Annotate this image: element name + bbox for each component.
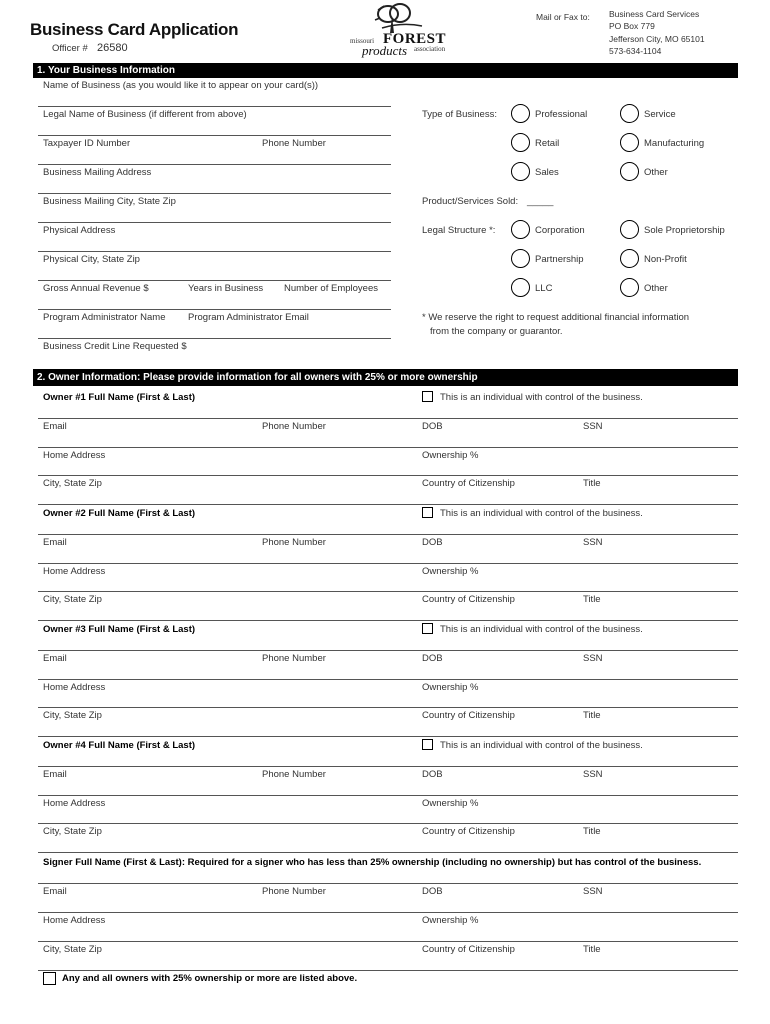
legal-structure-label: Legal Structure *: (422, 225, 496, 236)
owner-3-dob-label: DOB (422, 653, 443, 664)
radio-manufacturing-label: Manufacturing (644, 138, 705, 149)
signer-home-line[interactable] (38, 941, 738, 942)
owner-1-home-line[interactable] (38, 475, 738, 476)
officer-label: Officer # (52, 43, 88, 54)
owner-2-email-line[interactable] (38, 563, 738, 564)
owner-2-home-label: Home Address (43, 566, 106, 577)
signer-ssn-label: SSN (583, 886, 603, 897)
owner-1-ssn-label: SSN (583, 421, 603, 432)
all-owners-checkbox[interactable] (43, 972, 56, 985)
mailing-address-label: Business Mailing Address (43, 167, 152, 178)
taxpayer-id-label: Taxpayer ID Number (43, 138, 131, 149)
radio-llc-label: LLC (535, 283, 553, 294)
owner-3-citizenship-label: Country of Citizenship (422, 710, 515, 721)
owner-4-city-line[interactable] (38, 852, 738, 853)
owner-1-control-text: This is an individual with control of the business. (440, 392, 643, 403)
signer-phone-label: Phone Number (262, 886, 326, 897)
owner-2-home-line[interactable] (38, 591, 738, 592)
owner-2-dob-label: DOB (422, 537, 443, 548)
section2-heading: 2. Owner Information: Please provide information for all owners with 25% or more ownership (33, 369, 738, 386)
radio-non-profit[interactable] (620, 249, 639, 268)
section1-heading: 1. Your Business Information (33, 63, 738, 78)
owner-3-email-label: Email (43, 653, 67, 664)
owner-1-city-line[interactable] (38, 504, 738, 505)
physical-city-label: Physical City, State Zip (43, 254, 140, 265)
signer-citizenship-label: Country of Citizenship (422, 944, 515, 955)
owner-3-name-line[interactable] (38, 650, 738, 651)
mailing-city-label: Business Mailing City, State Zip (43, 196, 176, 207)
owner-2-ownership-label: Ownership % (422, 566, 479, 577)
owner-3-title-label: Title (583, 710, 601, 721)
owner-3-city-label: City, State Zip (43, 710, 102, 721)
radio-retail[interactable] (511, 133, 530, 152)
owner-4-phone-label: Phone Number (262, 769, 326, 780)
radio-sole-proprietorship[interactable] (620, 220, 639, 239)
owner-3-phone-label: Phone Number (262, 653, 326, 664)
owner-3-city-line[interactable] (38, 736, 738, 737)
taxpayer-line[interactable] (38, 164, 391, 165)
owner-2-phone-label: Phone Number (262, 537, 326, 548)
radio-other-type-label: Other (644, 167, 668, 178)
owner-3-control-text: This is an individual with control of the business. (440, 624, 643, 635)
credit-line-label: Business Credit Line Requested $ (43, 341, 187, 352)
owner-4-email-label: Email (43, 769, 67, 780)
physical-address-label: Physical Address (43, 225, 116, 236)
owner-3-email-line[interactable] (38, 679, 738, 680)
owner-4-citizenship-label: Country of Citizenship (422, 826, 515, 837)
owner-1-citizenship-label: Country of Citizenship (422, 478, 515, 489)
owner-1-home-label: Home Address (43, 450, 106, 461)
owner-1-ownership-label: Ownership % (422, 450, 479, 461)
owner-4-control-checkbox[interactable] (422, 739, 433, 750)
owner-3-home-line[interactable] (38, 707, 738, 708)
signer-city-label: City, State Zip (43, 944, 102, 955)
legal-name-line[interactable] (38, 135, 391, 136)
owner-2-control-text: This is an individual with control of the business. (440, 508, 643, 519)
admin-email-label: Program Administrator Email (188, 312, 309, 323)
revenue-line[interactable] (38, 309, 391, 310)
financial-note-line2: from the company or guarantor. (430, 326, 563, 337)
mailing-address: Business Card Services PO Box 779 Jefferson City, MO 65101 573-634-1104 (609, 9, 705, 57)
radio-other-structure[interactable] (620, 278, 639, 297)
physical-address-line[interactable] (38, 251, 391, 252)
owner-3-name-label: Owner #3 Full Name (First & Last) (43, 624, 196, 635)
business-name-label: Name of Business (as you would like it to appear on your card(s)) (43, 80, 319, 91)
owner-2-title-label: Title (583, 594, 601, 605)
legal-name-label: Legal Name of Business (if different from above) (43, 109, 247, 120)
owner-2-control-checkbox[interactable] (422, 507, 433, 518)
signer-city-line[interactable] (38, 970, 738, 971)
radio-professional[interactable] (511, 104, 530, 123)
owner-4-email-line[interactable] (38, 795, 738, 796)
mail-label: Mail or Fax to: (536, 12, 590, 22)
radio-manufacturing[interactable] (620, 133, 639, 152)
radio-sales-label: Sales (535, 167, 559, 178)
signer-dob-label: DOB (422, 886, 443, 897)
radio-other-structure-label: Other (644, 283, 668, 294)
owner-4-control-text: This is an individual with control of the business. (440, 740, 643, 751)
owner-4-ownership-label: Ownership % (422, 798, 479, 809)
owner-4-home-label: Home Address (43, 798, 106, 809)
radio-corporation[interactable] (511, 220, 530, 239)
radio-professional-label: Professional (535, 109, 588, 120)
owner-1-email-line[interactable] (38, 447, 738, 448)
radio-non-profit-label: Non-Profit (644, 254, 687, 265)
radio-service[interactable] (620, 104, 639, 123)
mailing-city-line[interactable] (38, 222, 391, 223)
radio-corporation-label: Corporation (535, 225, 585, 236)
owner-1-name-label: Owner #1 Full Name (First & Last) (43, 392, 196, 403)
revenue-label: Gross Annual Revenue $ (43, 283, 149, 294)
owner-3-ssn-label: SSN (583, 653, 603, 664)
radio-llc[interactable] (511, 278, 530, 297)
radio-partnership-label: Partnership (535, 254, 584, 265)
officer-number: 26580 (97, 42, 128, 54)
page-title: Business Card Application (30, 20, 239, 39)
owner-4-dob-label: DOB (422, 769, 443, 780)
signer-name-line[interactable] (38, 883, 738, 884)
forest-products-logo: missouri FOREST products association (350, 2, 460, 58)
owner-3-ownership-label: Ownership % (422, 682, 479, 693)
signer-ownership-label: Ownership % (422, 915, 479, 926)
all-owners-text: Any and all owners with 25% ownership or more are listed above. (62, 973, 358, 984)
radio-sales[interactable] (511, 162, 530, 181)
signer-email-label: Email (43, 886, 67, 897)
products-label: Product/Services Sold: (422, 196, 519, 207)
radio-partnership[interactable] (511, 249, 530, 268)
owner-2-name-line[interactable] (38, 534, 738, 535)
owner-2-email-label: Email (43, 537, 67, 548)
owner-1-name-line[interactable] (38, 418, 738, 419)
owner-2-name-label: Owner #2 Full Name (First & Last) (43, 508, 196, 519)
owner-3-home-label: Home Address (43, 682, 106, 693)
admin-line[interactable] (38, 338, 391, 339)
owner-4-ssn-label: SSN (583, 769, 603, 780)
admin-name-label: Program Administrator Name (43, 312, 166, 323)
years-label: Years in Business (188, 283, 264, 294)
owner-2-city-line[interactable] (38, 620, 738, 621)
signer-email-line[interactable] (38, 912, 738, 913)
owner-1-control-checkbox[interactable] (422, 391, 433, 402)
radio-retail-label: Retail (535, 138, 560, 149)
owner-2-city-label: City, State Zip (43, 594, 102, 605)
owner-4-city-label: City, State Zip (43, 826, 102, 837)
owner-1-dob-label: DOB (422, 421, 443, 432)
phone-label: Phone Number (262, 138, 326, 149)
employees-label: Number of Employees (284, 283, 378, 294)
radio-other-type[interactable] (620, 162, 639, 181)
signer-title-label: Title (583, 944, 601, 955)
signer-home-label: Home Address (43, 915, 106, 926)
owner-4-title-label: Title (583, 826, 601, 837)
signer-title: Signer Full Name (First & Last): Required for a signer who has less than 25% ownership (including no ownership) but has control of the business. (43, 857, 702, 868)
products-blank[interactable]: _____ (527, 196, 554, 207)
owner-4-home-line[interactable] (38, 823, 738, 824)
owner-1-email-label: Email (43, 421, 67, 432)
owner-1-phone-label: Phone Number (262, 421, 326, 432)
radio-service-label: Service (644, 109, 676, 120)
owner-2-ssn-label: SSN (583, 537, 603, 548)
financial-note-line1: * We reserve the right to request additional financial information (422, 312, 690, 323)
owner-4-name-label: Owner #4 Full Name (First & Last) (43, 740, 196, 751)
business-name-line[interactable] (38, 106, 391, 107)
owner-4-name-line[interactable] (38, 766, 738, 767)
physical-city-line[interactable] (38, 280, 391, 281)
owner-1-title-label: Title (583, 478, 601, 489)
radio-sole-proprietorship-label: Sole Proprietorship (644, 225, 725, 236)
business-type-label: Type of Business: (422, 109, 497, 120)
mailing-address-line[interactable] (38, 193, 391, 194)
owner-2-citizenship-label: Country of Citizenship (422, 594, 515, 605)
owner-3-control-checkbox[interactable] (422, 623, 433, 634)
owner-1-city-label: City, State Zip (43, 478, 102, 489)
